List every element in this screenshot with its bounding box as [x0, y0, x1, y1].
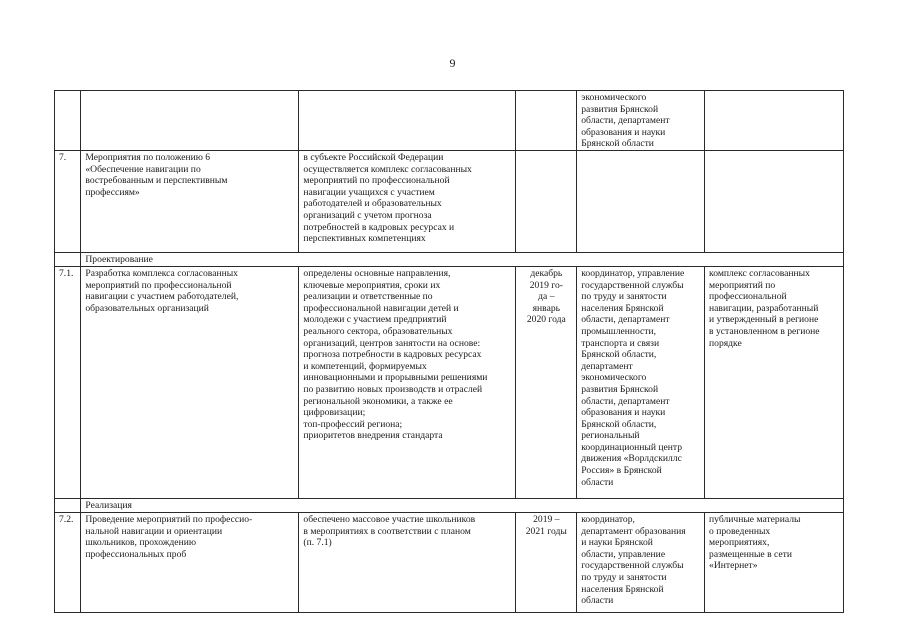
event-result-line: ключевые мероприятия, сроки их [303, 279, 441, 291]
event-output-line: о проведенных [709, 525, 771, 537]
event-result-line: по развитию новых производств и отраслей [303, 383, 483, 395]
event-responsible-line: по труду и занятости [581, 291, 667, 303]
row-number-cell: 7. [55, 150, 81, 252]
event-result-cell [299, 266, 516, 498]
event-name-cell [81, 150, 299, 252]
event-output-line: комплекс согласованных [709, 267, 810, 279]
event-responsible-line: населения Брянской [581, 583, 664, 595]
event-result-line: организаций, центров занятости на основе: [303, 337, 481, 349]
event-name-line: навигации с участием работодателей, [85, 291, 239, 303]
event-responsible-line: Россия» в Брянской [581, 465, 662, 477]
event-responsible-line: промышленности, [581, 325, 657, 337]
event-name-line: профессиям» [85, 186, 140, 198]
event-output-line: мероприятиях, [709, 537, 770, 549]
event-output-cell [705, 266, 844, 498]
event-responsible-line: координатор, управление [581, 267, 685, 279]
table-row [55, 266, 844, 498]
event-responsible-line: области, департамент [581, 314, 670, 326]
event-result-line: потребностей в кадровых ресурсах и [303, 221, 455, 233]
event-responsible-cell [577, 150, 705, 252]
event-name-cell [81, 91, 299, 151]
event-result-line: прогноза потребности в кадровых ресурсах [303, 349, 482, 361]
event-responsible-line: и науки Брянской [581, 537, 653, 549]
event-output-cell [705, 512, 844, 612]
event-result-line: навигации учащихся с участием [303, 186, 435, 198]
event-output-line: в установленном в регионе [709, 325, 820, 337]
event-responsible-line: экономического [581, 92, 647, 103]
event-date-line: да – [538, 291, 555, 303]
event-result-line: региональной экономики, а также ее [303, 395, 453, 407]
row-number-cell [55, 91, 81, 151]
event-result-line: молодежи с участием предприятий [303, 314, 447, 326]
event-result-line: (п. 7.1) [303, 537, 332, 549]
event-result-line: определены основные направления, [303, 267, 451, 279]
event-result-line: приоритетов внедрения стандарта [303, 430, 443, 442]
event-name-cell [81, 512, 299, 612]
event-result-line: реального сектора, образовательных [303, 325, 453, 337]
event-responsible-line: Брянской области [581, 138, 654, 150]
event-name-line: «Обеспечение навигации по [85, 163, 201, 175]
table-row [55, 91, 844, 151]
event-name-line: нальной навигации и ориентации [85, 525, 223, 537]
event-responsible-cell [577, 91, 705, 151]
event-name-cell [81, 266, 299, 498]
event-responsible-line: области, департамент [581, 395, 670, 407]
event-responsible-line: экономического [581, 372, 647, 384]
event-name-line: образовательных организаций [85, 302, 209, 314]
event-name-line: Мероприятия по положению 6 [85, 151, 211, 163]
event-output-cell [705, 150, 844, 252]
event-responsible-line: области [581, 595, 614, 607]
event-result-line: профессиональной навигации детей и [303, 302, 459, 314]
event-responsible-line: департамент образования [581, 525, 686, 537]
event-date-line: январь [532, 302, 561, 314]
event-result-cell [299, 91, 516, 151]
event-responsible-line: развития Брянской [581, 383, 659, 395]
event-date-line: декабрь [530, 267, 563, 279]
event-date-line: 2021 годы [525, 525, 567, 537]
event-responsible-line: государственной службы [581, 560, 684, 572]
event-output-line: навигации, разработанный [709, 302, 819, 314]
event-name-line: мероприятий по профессиональной [85, 279, 232, 291]
event-responsible-line: области, департамент [581, 115, 670, 127]
stage-label: Проектирование [81, 252, 844, 266]
event-result-line: и компетенций, формируемых [303, 360, 427, 372]
event-responsible-line: департамент [581, 360, 633, 372]
event-date-line: 2019 го- [529, 279, 563, 291]
event-responsible-line: области, управление [581, 548, 666, 560]
table-row [55, 512, 844, 612]
event-responsible-line: Брянской области, [581, 418, 657, 430]
event-result-cell [299, 512, 516, 612]
table-row [55, 150, 844, 252]
event-output-line: профессиональной [709, 291, 787, 303]
event-result-line: мероприятий по профессиональной [303, 175, 450, 187]
event-output-line: размещенные в сети [709, 548, 792, 560]
event-result-line: в субъекте Российской Федерации [303, 151, 444, 163]
event-result-line: цифровизации; [303, 407, 366, 419]
event-result-line: реализации и ответственные по [303, 291, 433, 303]
event-responsible-line: области [581, 476, 614, 488]
plan-table-body [55, 91, 844, 613]
event-date-line: 2019 – [533, 513, 560, 525]
row-number-cell: 7.1. [55, 266, 81, 498]
event-responsible-line: координатор, [581, 513, 635, 525]
row-number-cell: 7.2. [55, 512, 81, 612]
event-name-line: школьников, прохождению [85, 537, 197, 549]
event-result-line: в мероприятиях в соответствии с планом [303, 525, 471, 537]
stage-row [55, 498, 844, 512]
event-output-line: публичные материалы [709, 513, 801, 525]
event-result-cell [299, 150, 516, 252]
event-date-cell [516, 150, 577, 252]
event-date-cell [516, 91, 577, 151]
plan-table [54, 90, 844, 613]
event-result-line: перспективных компетенциях [303, 233, 426, 245]
event-output-line: «Интернет» [709, 560, 758, 572]
event-name-line: Разработка комплекса согласованных [85, 267, 238, 279]
event-result-line: топ-профессий региона; [303, 418, 403, 430]
event-result-line: инновационными и прорывными решениями [303, 372, 488, 384]
event-responsible-line: образования и науки [581, 407, 666, 419]
stage-num-cell [55, 252, 81, 266]
event-responsible-line: населения Брянской [581, 302, 664, 314]
event-responsible-line: развития Брянской [581, 103, 659, 115]
event-date-cell [516, 512, 577, 612]
event-responsible-line: региональный [581, 430, 640, 442]
event-date-line: 2020 года [526, 314, 566, 326]
event-output-cell [705, 91, 844, 151]
event-name-line: Проведение мероприятий по профессио- [85, 513, 253, 525]
event-responsible-cell [577, 512, 705, 612]
event-output-line: и утвержденный в регионе [709, 314, 819, 326]
event-result-line: организаций с учетом прогноза [303, 209, 432, 221]
event-result-line: работодателей и образовательных [303, 198, 442, 210]
event-output-line: мероприятий по [709, 279, 776, 291]
event-name-line: востребованным и перспективным [85, 175, 228, 187]
event-name-line: профессиональных проб [85, 548, 187, 560]
event-result-line: осуществляется комплекс согласованных [303, 163, 472, 175]
stage-label: Реализация [81, 498, 844, 512]
event-output-line: порядке [709, 337, 742, 349]
event-responsible-line: Брянской области, [581, 349, 657, 361]
event-responsible-line: движения «Ворлдскиллс [581, 453, 682, 465]
event-responsible-cell [577, 266, 705, 498]
page-number: 9 [449, 56, 456, 70]
stage-row [55, 252, 844, 266]
event-date-cell [516, 266, 577, 498]
stage-num-cell [55, 498, 81, 512]
event-responsible-line: образования и науки [581, 126, 666, 138]
event-responsible-line: государственной службы [581, 279, 684, 291]
event-result-line: обеспечено массовое участие школьников [303, 513, 476, 525]
event-responsible-line: по труду и занятости [581, 571, 667, 583]
event-responsible-line: координационный центр [581, 441, 683, 453]
event-responsible-line: транспорта и связи [581, 337, 660, 349]
